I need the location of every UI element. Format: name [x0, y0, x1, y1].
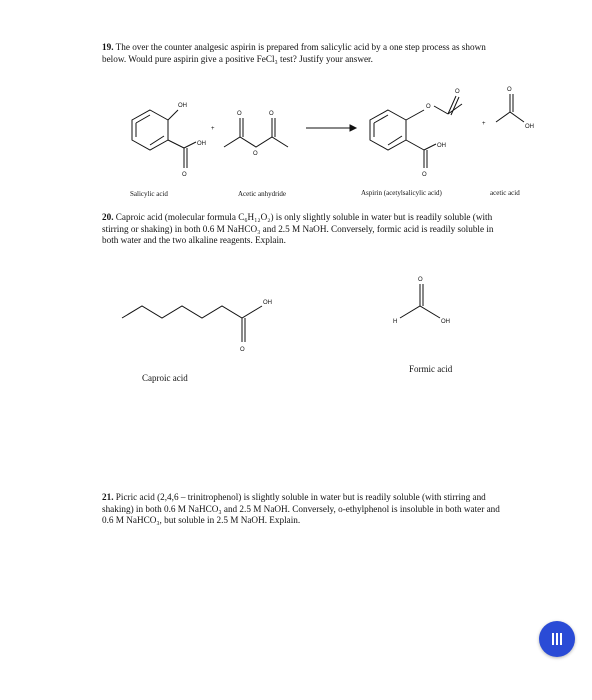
atom-label: O	[237, 111, 242, 117]
label-acetic-anhydride: Acetic anhydride	[238, 190, 287, 198]
atom-label: OH	[197, 141, 206, 147]
question-number: 21.	[102, 492, 114, 502]
label-salicylic-acid: Salicylic acid	[130, 190, 168, 198]
formic-acid-structure	[400, 284, 440, 318]
question-text: Picric acid (2,4,6 – trinitrophenol) is slightly soluble in water but is readily soluble (with stirring and shaking) in both 0.6 M NaHCO₃ and 2.5 M NaOH. Conversely, o-ethylphenol is insoluble in both water and 0.6 M NaHCO₃, but soluble in 2.5 M NaOH. Explain.	[102, 492, 500, 526]
atom-label: O	[240, 347, 245, 353]
atom-label: O	[422, 172, 427, 178]
atom-label: OH	[437, 143, 446, 149]
label-formic-acid: Formic acid	[409, 364, 453, 374]
atom-label: OH	[178, 103, 187, 109]
plus-sign: +	[211, 126, 215, 132]
atom-label: O	[269, 111, 274, 117]
acetic-acid-structure	[496, 94, 524, 122]
label-aspirin: Aspirin (acetylsalicylic acid)	[361, 189, 442, 197]
atom-label: O	[253, 151, 258, 157]
salicylic-acid-structure	[132, 110, 196, 168]
menu-button[interactable]	[539, 621, 575, 657]
atom-label: OH	[525, 124, 534, 130]
label-caproic-acid: Caproic acid	[142, 373, 188, 383]
label-acetic-acid: acetic acid	[490, 189, 520, 197]
question-text: The over the counter analgesic aspirin is prepared from salicylic acid by a one step process as shown below. Would pure aspirin give a positive FeCl₃ test? Justify your answer.	[102, 42, 486, 64]
atom-label: OH	[441, 319, 450, 325]
question-text: Caproic acid (molecular formula C₆H₁₂O₂) is only slightly soluble in water but is readily soluble (with stirring or shaking) in both 0.6 M NaHCO₃ and 2.5 M NaOH. Conversely, formic acid is readily soluble in both water and the two alkaline reagents. Explain.	[102, 212, 494, 246]
question-number: 19.	[102, 42, 114, 52]
aspirin-structure	[370, 96, 462, 168]
atom-label: O	[418, 277, 423, 283]
atom-label: O	[455, 89, 460, 95]
atom-label: O	[426, 104, 431, 110]
plus-sign: +	[482, 121, 486, 127]
acetic-anhydride-structure	[224, 118, 288, 147]
caproic-acid-structure	[122, 306, 262, 342]
menu-bars-icon	[552, 633, 562, 645]
question-21	[102, 492, 507, 527]
atom-label: O	[507, 87, 512, 93]
atom-label: H	[393, 319, 398, 325]
question-20	[102, 212, 507, 247]
atom-label: O	[182, 172, 187, 178]
question-number: 20.	[102, 212, 114, 222]
atom-label: OH	[263, 300, 272, 306]
